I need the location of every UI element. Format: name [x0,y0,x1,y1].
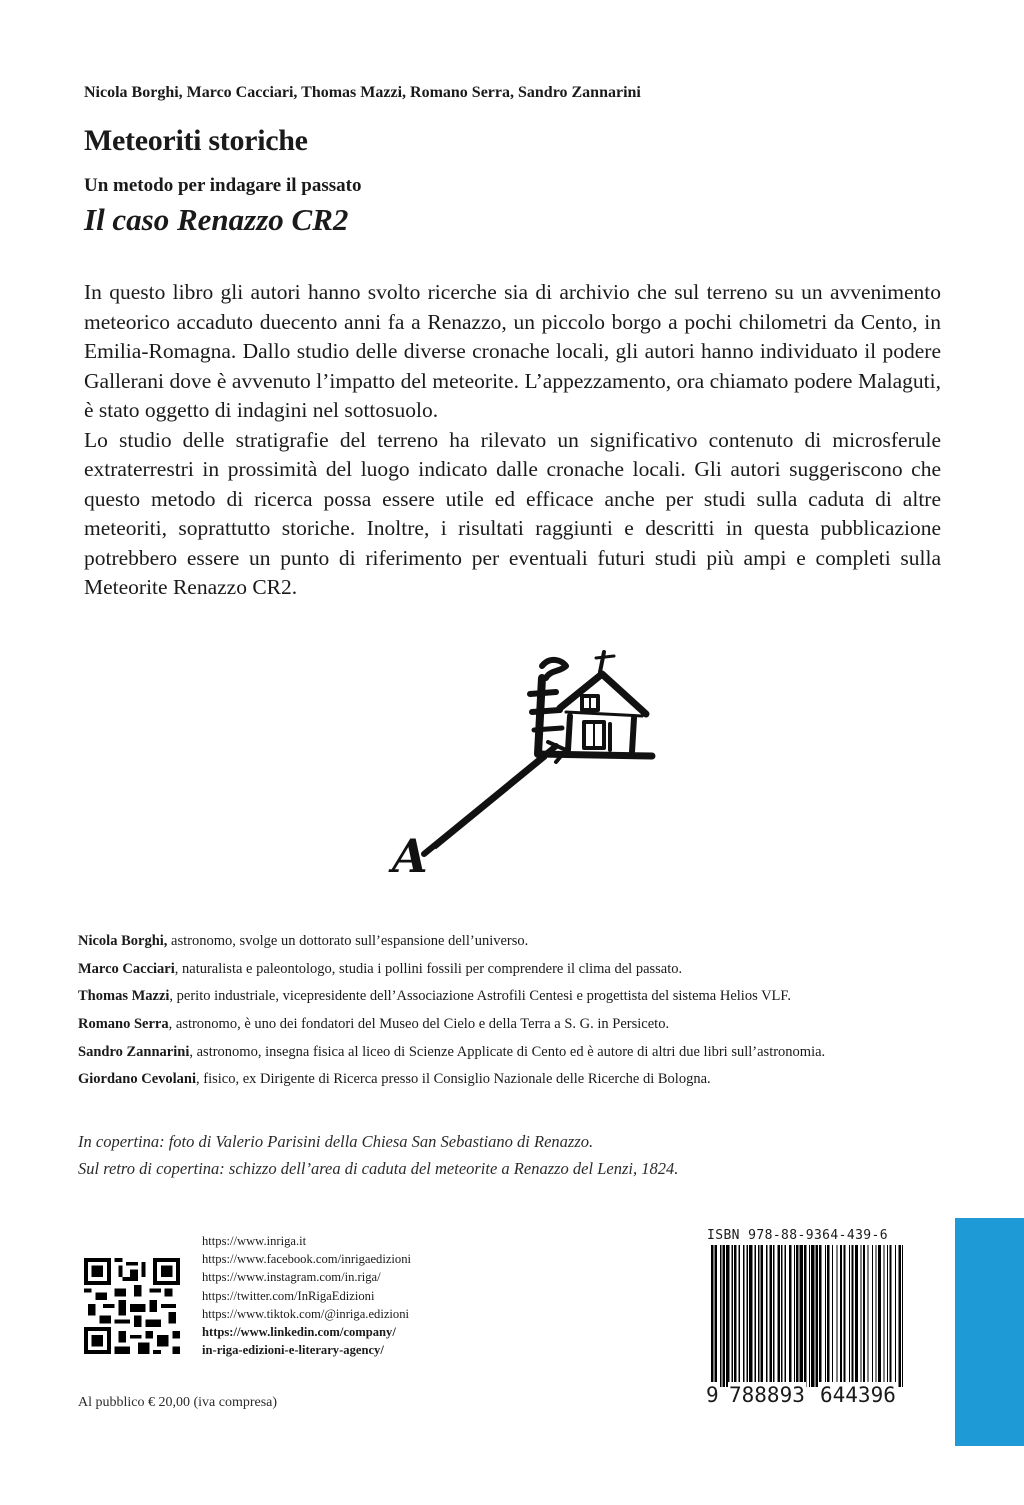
barcode-bar [747,1245,748,1387]
price-label: Al pubblico € 20,00 (iva compresa) [78,1395,278,1410]
website-link[interactable]: https://www.inriga.it [202,1234,307,1248]
barcode-bar [855,1245,858,1387]
ean-first-digit: 9 [706,1383,719,1407]
bio-name: Giordano Cevolani [78,1071,197,1088]
barcode-bar [863,1245,865,1387]
tiktok-link[interactable]: https://www.tiktok.com/@inriga.edizioni [202,1306,410,1321]
bio-name: Marco Cacciari [78,960,175,977]
bio-text: astronomo, svolge un dottorato sull’espansione dell’universo. [167,933,529,949]
barcode-bar [819,1245,821,1387]
barcode-bar [889,1245,891,1387]
authors-line: Nicola Borghi, Marco Cacciari, Thomas Mazzi, Romano Serra, Sandro Zannarini [84,84,641,101]
barcode-bar [875,1245,876,1387]
barcode-bar [773,1245,774,1387]
barcode-bar [816,1245,818,1387]
bio-item [78,960,998,978]
barcode-bar [714,1245,716,1387]
barcode-bar [758,1245,759,1387]
barcode-bar [720,1245,721,1387]
bio-text: , naturalista e paleontologo, studia i pollini fossili per comprendere il clima del passato. [174,960,683,977]
barcode-bar [843,1245,845,1387]
barcode-bar [781,1245,782,1387]
book-subtitle: Un metodo per indagare il passato [84,175,362,196]
barcode-bar [796,1245,798,1387]
barcode-bar [711,1245,713,1387]
barcode-bar [872,1245,873,1387]
barcode-bar [778,1245,780,1387]
bio-name: Romano Serra [78,1016,169,1033]
barcode-bar [755,1245,756,1387]
barcode-bar [766,1245,767,1387]
barcode-bar [884,1245,885,1387]
barcode-bar [760,1245,762,1387]
social-links [202,1232,411,1359]
bio-item [78,1070,998,1088]
bio-item [78,932,998,950]
barcode-bar [836,1245,837,1387]
bio-item [78,987,998,1005]
facebook-link[interactable]: https://www.facebook.com/inrigaedizioni [202,1252,412,1267]
sketch-label: A [392,829,428,880]
description-paragraph-2: Lo studio delle stratigrafie del terreno ha rilevato un significativo contenuto di microsferule extraterrestri in prossimità del luogo indicato dalle cronache locali. Gli autori suggeriscono che questo metodo di ricerca possa essere utile ed efficace anche per studi sulla caduta di altre meteoriti, soprattutto storiche. Inoltre, i risultati raggiunti e descritti in questa pubblicazione potrebbero essere un punto di riferimento per eventuali futuri studi più ampi e completi sulla Meteorite Renazzo CR2. [84,427,941,599]
qr-code-icon[interactable] [84,1258,180,1354]
barcode-bar [898,1245,900,1387]
twitter-link[interactable]: https://twitter.com/InRigaEdizioni [202,1288,375,1303]
bio-text: , astronomo, insegna fisica al liceo di Scienze Applicate di Cento ed è autore di altri due libri sull’astronomia. [189,1043,826,1060]
description-paragraph-1: In questo libro gli autori hanno svolto ricerche sia di archivio che sul terreno su un avvenimento meteorico accaduto duecento anni fa a Renazzo, un piccolo borgo a pochi chilometri da Cento, in Emilia-Romagna. Dallo studio delle diverse cronache locali, gli autori hanno individuato il podere Gallerani dove è avvenuto l’impatto del meteorite. L’appezzamento, ora chiamato podere Malaguti, è stato oggetto di indagini nel sottosuolo. [84,280,941,422]
barcode-bar [840,1245,842,1387]
barcode-bar [825,1245,826,1387]
barcode-bar [887,1245,888,1387]
barcode-bar [734,1245,736,1387]
bio-name: Thomas Mazzi [78,988,170,1005]
barcode-bar [861,1245,862,1387]
barcode-bar [849,1245,850,1387]
barcode-bar [878,1245,881,1387]
bio-name: Nicola Borghi, [78,933,168,949]
isbn-barcode [703,1225,911,1410]
cover-credits [78,1128,978,1182]
barcode-bar [749,1245,752,1387]
barcode-bar [832,1245,833,1387]
bio-item [78,1015,998,1033]
barcode-bar [800,1245,803,1387]
barcode-bar [867,1245,868,1387]
back-cover-credit: Sul retro di copertina: schizzo dell’area di caduta del meteorite a Renazzo del Lenzi, 1824. [78,1159,679,1178]
ean-digits [703,1382,911,1408]
ean-left-digits: 788893 [729,1383,805,1407]
instagram-link[interactable]: https://www.instagram.com/in.riga/ [202,1270,381,1285]
cover-credit: In copertina: foto di Valerio Parisini della Chiesa San Sebastiano di Renazzo. [78,1132,594,1151]
barcode-bar [739,1245,740,1387]
book-title: Meteoriti storiche [84,124,308,157]
accent-strip [955,1218,1024,1446]
barcode-bar [851,1245,853,1387]
barcode-bar [723,1245,725,1387]
barcode-bar [732,1245,733,1387]
barcode-bar [726,1245,729,1387]
barcode-bar [895,1245,896,1387]
author-bios [78,932,998,1098]
barcode-bar [785,1245,786,1387]
ean-right-digits: 644396 [820,1383,896,1407]
barcode-bar [811,1245,814,1387]
barcode-bar [809,1245,810,1387]
barcode-bar [827,1245,829,1387]
house-with-arrow-sketch-icon [370,650,670,880]
barcode-bar [804,1245,806,1387]
linkedin-link-continued[interactable]: in-riga-edizioni-e-literary-agency/ [202,1343,384,1358]
isbn-label: ISBN 978-88-9364-439-6 [707,1228,888,1243]
barcode-bar [743,1245,744,1387]
bio-name: Sandro Zannarini [78,1043,190,1060]
barcode-bar [794,1245,795,1387]
bio-text: , fisico, ex Dirigente di Ricerca presso il Consiglio Nazionale delle Ricerche di Bologna. [196,1071,711,1088]
case-title: Il caso Renazzo CR2 [84,202,349,237]
linkedin-link[interactable]: https://www.linkedin.com/company/ [202,1325,396,1340]
bio-text: , perito industriale, vicepresidente dell’Associazione Astrofili Centesi e progettista del sistema Helios VLF. [169,988,791,1005]
barcode-bar [902,1245,903,1387]
bio-item [78,1043,998,1061]
book-description [84,278,941,603]
bio-text: , astronomo, è uno dei fondatori del Museo del Cielo e della Terra a S. G. in Persiceto. [168,1016,670,1033]
barcode-bar [789,1245,791,1387]
barcode-bar [770,1245,772,1387]
barcode-icon [703,1245,911,1387]
